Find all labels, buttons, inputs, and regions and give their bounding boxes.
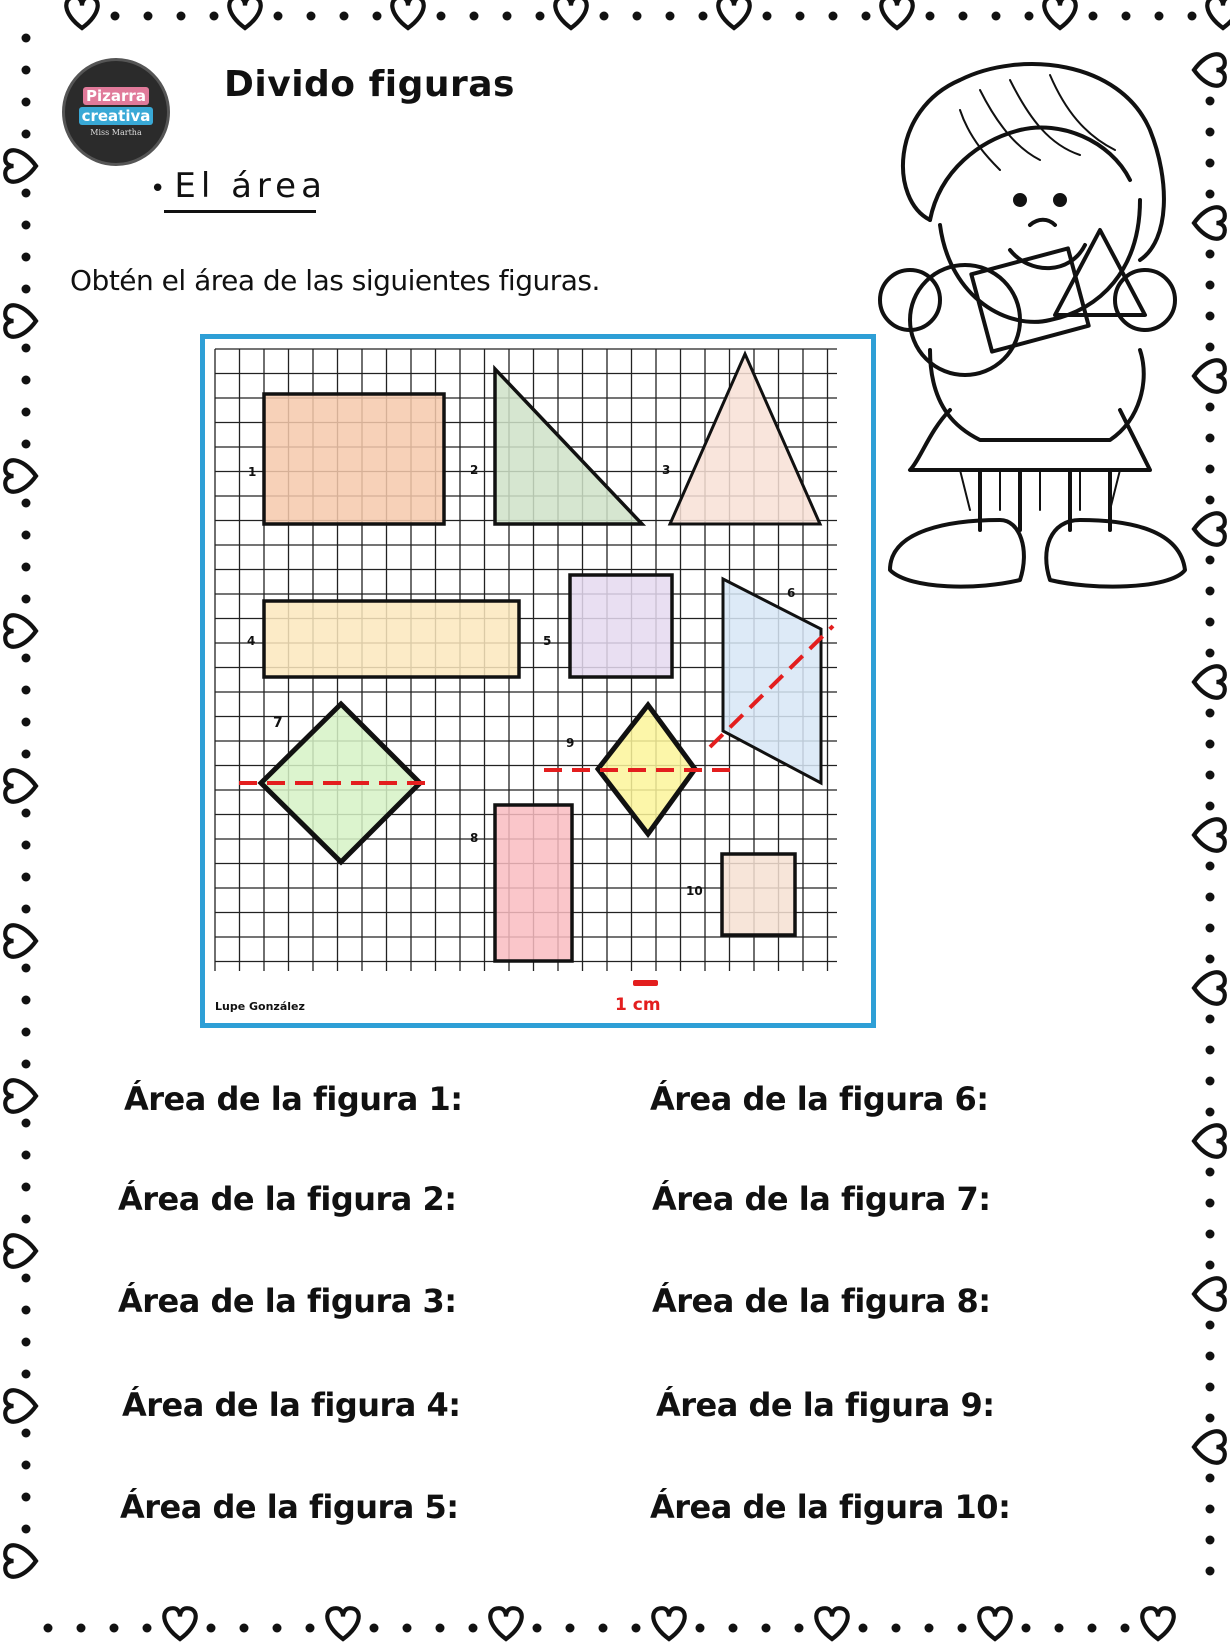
figure-6-trapezoid xyxy=(723,579,821,783)
border-dot xyxy=(1022,1624,1031,1633)
heart-icon xyxy=(5,925,36,956)
border-dot xyxy=(22,1461,31,1470)
border-dot xyxy=(1206,1352,1215,1361)
border-dot xyxy=(1206,1108,1215,1117)
border-dot xyxy=(1206,1015,1215,1024)
border-dot xyxy=(796,12,805,21)
border-dot xyxy=(307,12,316,21)
heart-icon xyxy=(979,1608,1010,1639)
heart-icon xyxy=(555,0,586,28)
heart-icon xyxy=(816,1608,847,1639)
figure-number: 1 xyxy=(248,465,257,479)
border-dot xyxy=(22,1028,31,1037)
figure-number: 9 xyxy=(566,736,575,750)
border-dot xyxy=(1206,496,1215,505)
border-dot xyxy=(210,12,219,21)
border-dot xyxy=(696,1624,705,1633)
border-dot xyxy=(22,189,31,198)
figure-10-square xyxy=(722,854,795,935)
border-dot xyxy=(274,12,283,21)
figure-number: 10 xyxy=(686,884,703,898)
border-dot xyxy=(600,12,609,21)
border-dot xyxy=(1206,1077,1215,1086)
heart-icon xyxy=(66,0,97,28)
border-dot xyxy=(1206,343,1215,352)
figure-1-rectangle xyxy=(264,394,444,524)
border-dot xyxy=(1206,740,1215,749)
figure-frame xyxy=(200,334,876,1028)
border-dot xyxy=(533,1624,542,1633)
border-dot xyxy=(992,12,1001,21)
border-dot xyxy=(22,873,31,882)
heart-icon xyxy=(1194,972,1225,1003)
border-dot xyxy=(1206,862,1215,871)
border-dot xyxy=(1206,434,1215,443)
border-dot xyxy=(22,1525,31,1534)
figure-number: 8 xyxy=(470,831,479,845)
border-dot xyxy=(1206,1567,1215,1576)
heart-icon xyxy=(229,0,260,28)
border-dot xyxy=(892,1624,901,1633)
border-dot xyxy=(1206,1414,1215,1423)
figure-number: 7 xyxy=(273,715,283,731)
heart-icon xyxy=(1194,1431,1225,1462)
border-dot xyxy=(1206,250,1215,259)
border-dot xyxy=(1206,893,1215,902)
border-dot xyxy=(503,12,512,21)
answer-label: Área de la figura 7: xyxy=(652,1180,991,1218)
heart-icon xyxy=(1194,1278,1225,1309)
border-dot xyxy=(1206,1168,1215,1177)
border-dot xyxy=(1206,465,1215,474)
border-dot xyxy=(22,841,31,850)
border-dot xyxy=(829,12,838,21)
border-dot xyxy=(763,12,772,21)
border-dot xyxy=(22,750,31,759)
border-dot xyxy=(1206,312,1215,321)
heart-icon xyxy=(5,1390,36,1421)
border-dot xyxy=(177,12,186,21)
border-dot xyxy=(1155,12,1164,21)
border-dot xyxy=(1089,12,1098,21)
border-dot xyxy=(795,1624,804,1633)
border-dot xyxy=(370,1624,379,1633)
border-dot xyxy=(666,12,675,21)
figure-5-square xyxy=(570,575,672,677)
border-dot xyxy=(22,1215,31,1224)
heart-icon xyxy=(881,0,912,28)
border-dot xyxy=(958,1624,967,1633)
heart-icon xyxy=(164,1608,195,1639)
border-dot xyxy=(22,809,31,818)
heart-icon xyxy=(1194,666,1225,697)
border-dot xyxy=(1206,128,1215,137)
scale-label: 1 cm xyxy=(615,995,661,1015)
border-dot xyxy=(22,66,31,75)
figure-grid xyxy=(205,339,871,1023)
border-dot xyxy=(143,1624,152,1633)
border-dot xyxy=(22,964,31,973)
border-dot xyxy=(1188,12,1197,21)
border-dot xyxy=(862,12,871,21)
figure-4-rectangle xyxy=(264,601,519,677)
border-dot xyxy=(1206,1199,1215,1208)
border-dot xyxy=(1206,1474,1215,1483)
heart-icon xyxy=(327,1608,358,1639)
border-dot xyxy=(240,1624,249,1633)
heart-icon xyxy=(1194,1125,1225,1156)
heart-icon xyxy=(5,150,36,181)
border-dot xyxy=(22,1338,31,1347)
border-dot xyxy=(1206,159,1215,168)
border-dot xyxy=(22,1306,31,1315)
border-dot xyxy=(22,285,31,294)
border-dot xyxy=(22,376,31,385)
border-dot xyxy=(22,686,31,695)
border-dot xyxy=(1206,1321,1215,1330)
border-dot xyxy=(22,1060,31,1069)
scale-bar xyxy=(633,980,658,986)
heart-icon xyxy=(1044,0,1075,28)
answer-label: Área de la figura 2: xyxy=(118,1180,457,1218)
border-dot xyxy=(470,12,479,21)
answer-label: Área de la figura 8: xyxy=(652,1282,991,1320)
border-dot xyxy=(22,905,31,914)
border-dot xyxy=(22,221,31,230)
border-dot xyxy=(633,12,642,21)
border-dot xyxy=(1206,1505,1215,1514)
heart-icon xyxy=(5,1545,36,1576)
author-credit: Lupe González xyxy=(215,1000,305,1013)
border-dot xyxy=(22,98,31,107)
figure-number: 6 xyxy=(787,586,796,600)
border-dot xyxy=(1206,1230,1215,1239)
border-dot xyxy=(111,12,120,21)
heart-icon xyxy=(5,1235,36,1266)
subtitle xyxy=(150,166,327,206)
figure-8-rectangle xyxy=(495,805,572,961)
border-dot xyxy=(536,12,545,21)
border-dot xyxy=(22,253,31,262)
heart-icon xyxy=(392,0,423,28)
border-dot xyxy=(22,408,31,417)
border-dot xyxy=(1055,1624,1064,1633)
border-dot xyxy=(1206,281,1215,290)
border-dot xyxy=(729,1624,738,1633)
border-dot xyxy=(22,654,31,663)
heart-icon xyxy=(5,460,36,491)
subtitle-text: El área xyxy=(174,166,327,206)
border-dot xyxy=(22,1370,31,1379)
border-dot xyxy=(22,563,31,572)
heart-icon xyxy=(1142,1608,1173,1639)
border-dot xyxy=(22,996,31,1005)
border-dot xyxy=(22,1429,31,1438)
answer-label: Área de la figura 9: xyxy=(656,1386,995,1424)
border-dot xyxy=(1121,1624,1130,1633)
border-dot xyxy=(762,1624,771,1633)
figure-number: 4 xyxy=(247,634,256,648)
kid-illustration xyxy=(870,50,1200,610)
border-dot xyxy=(1025,12,1034,21)
border-dot xyxy=(273,1624,282,1633)
border-dot xyxy=(959,12,968,21)
heart-icon xyxy=(5,770,36,801)
border-dot xyxy=(926,12,935,21)
border-dot xyxy=(1206,924,1215,933)
border-dot xyxy=(469,1624,478,1633)
border-dot xyxy=(22,1183,31,1192)
border-dot xyxy=(373,12,382,21)
border-dot xyxy=(1206,771,1215,780)
border-dot xyxy=(436,1624,445,1633)
border-dot xyxy=(22,595,31,604)
answer-label: Área de la figura 5: xyxy=(120,1488,459,1526)
border-dot xyxy=(110,1624,119,1633)
border-dot xyxy=(77,1624,86,1633)
instruction: Obtén el área de las siguientes figuras. xyxy=(70,264,600,297)
heart-icon xyxy=(718,0,749,28)
border-dot xyxy=(22,440,31,449)
logo-text: Pizarra xyxy=(83,87,149,105)
border-dot xyxy=(599,1624,608,1633)
border-dot xyxy=(1206,1536,1215,1545)
border-dot xyxy=(306,1624,315,1633)
heart-icon xyxy=(490,1608,521,1639)
heart-icon xyxy=(1207,0,1230,28)
subtitle-underline xyxy=(164,210,316,213)
border-dot xyxy=(1206,190,1215,199)
border-dot xyxy=(22,718,31,727)
border-dot xyxy=(22,1493,31,1502)
border-dot xyxy=(925,1624,934,1633)
border-dot xyxy=(859,1624,868,1633)
heart-icon xyxy=(5,615,36,646)
border-dot xyxy=(1206,1046,1215,1055)
border-dot xyxy=(699,12,708,21)
border-dot xyxy=(632,1624,641,1633)
border-dot xyxy=(22,1151,31,1160)
answer-label: Área de la figura 10: xyxy=(650,1488,1011,1526)
border-dot xyxy=(22,499,31,508)
border-dot xyxy=(22,130,31,139)
border-dot xyxy=(22,1274,31,1283)
border-dot xyxy=(1206,649,1215,658)
border-dot xyxy=(22,1119,31,1128)
border-dot xyxy=(1088,1624,1097,1633)
border-dot xyxy=(1206,587,1215,596)
heart-icon xyxy=(5,1080,36,1111)
figure-3-triangle xyxy=(670,354,820,524)
border-dot xyxy=(1206,1383,1215,1392)
border-dot xyxy=(340,12,349,21)
border-dot xyxy=(1206,556,1215,565)
border-dot xyxy=(1206,709,1215,718)
border-dot xyxy=(1206,618,1215,627)
answer-label: Área de la figura 3: xyxy=(118,1282,457,1320)
border-dot xyxy=(1206,1261,1215,1270)
border-dot xyxy=(403,1624,412,1633)
heart-icon xyxy=(5,305,36,336)
figure-number: 3 xyxy=(662,463,671,477)
figure-number: 2 xyxy=(470,463,479,477)
logo xyxy=(62,58,170,166)
border-dot xyxy=(144,12,153,21)
bullet-icon: • xyxy=(150,174,171,204)
figure-number: 5 xyxy=(543,634,552,648)
border-dot xyxy=(207,1624,216,1633)
border-dot xyxy=(437,12,446,21)
border-dot xyxy=(1206,403,1215,412)
border-dot xyxy=(1122,12,1131,21)
border-dot xyxy=(44,1624,53,1633)
page-title: Divido figuras xyxy=(224,64,515,105)
border-dot xyxy=(1206,955,1215,964)
heart-icon xyxy=(1194,819,1225,850)
answer-label: Área de la figura 4: xyxy=(122,1386,461,1424)
border-dot xyxy=(22,531,31,540)
answer-label: Área de la figura 1: xyxy=(124,1080,463,1118)
border-dot xyxy=(1206,802,1215,811)
logo-signature: Miss Martha xyxy=(90,128,142,137)
answer-label: Área de la figura 6: xyxy=(650,1080,989,1118)
logo-text: creativa xyxy=(79,107,154,125)
border-dot xyxy=(566,1624,575,1633)
border-dot xyxy=(22,34,31,43)
heart-icon xyxy=(653,1608,684,1639)
border-dot xyxy=(1206,97,1215,106)
border-dot xyxy=(22,344,31,353)
